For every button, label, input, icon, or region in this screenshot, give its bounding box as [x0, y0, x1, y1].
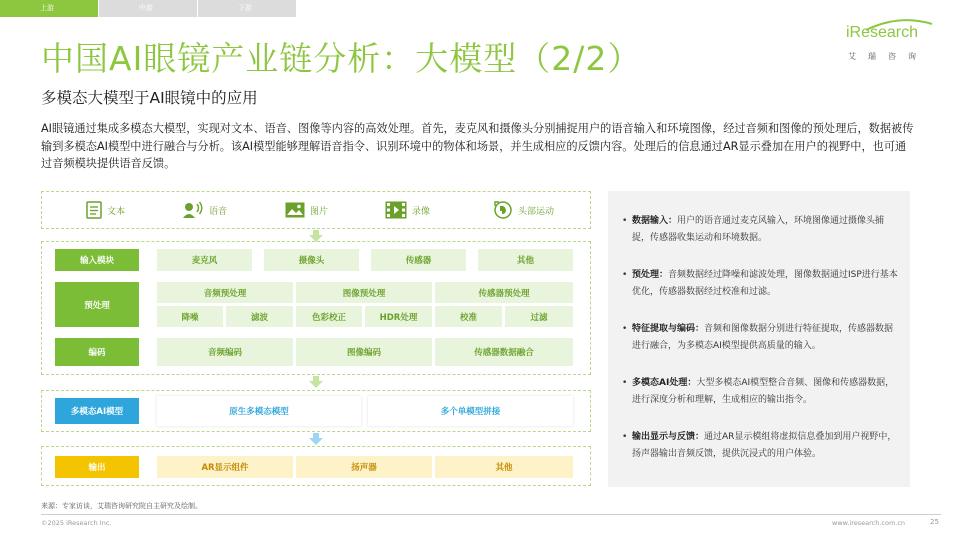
output-label: 输出 [55, 456, 139, 478]
input-cell: 摄像头 [264, 249, 359, 271]
bullet-icon: • [622, 378, 628, 388]
input-module-label: 输入模块 [55, 249, 139, 271]
input-type-image [285, 192, 328, 228]
logo-name: iResearch [846, 24, 919, 41]
website-link[interactable]: www.iresearch.com.cn [832, 519, 906, 527]
encoding-label: 编码 [55, 338, 139, 366]
input-type-head-motion [493, 192, 554, 228]
input-cell: 其他 [478, 249, 573, 271]
bullet-icon: • [622, 270, 628, 280]
ai-model-option: 多个单模型拼接 [368, 396, 573, 426]
preprocess-group: 传感器预处理 [435, 282, 573, 303]
output-cell: AR显示组件 [157, 456, 293, 478]
panel-item-head: 特征提取与编码： [632, 324, 705, 334]
tab-midstream[interactable]: 中游 [99, 0, 197, 17]
panel-item-text: 音频数据经过降噪和滤波处理，图像数据通过ISP进行基本优化，传感器数据经过校准和过滤。 [632, 270, 898, 297]
processing-section [41, 241, 591, 375]
preprocess-item: 校准 [435, 306, 502, 327]
preprocess-item: 过滤 [505, 306, 573, 327]
panel-item-text: 通过AR显示模组将虚拟信息叠加到用户视野中，扬声器输出音频反馈，提供沉浸式的用户体验。 [632, 432, 897, 459]
section-tabs [0, 0, 297, 17]
panel-item-text: 大型多模态AI模型整合音频、图像和传感器数据，进行深度分析和理解，生成相应的输出指令。 [632, 378, 895, 405]
source-note: 来源：专家访谈，艾瑞咨询研究院自主研究及绘制。 [41, 502, 202, 510]
input-type-voice [182, 192, 227, 228]
preprocess-item: 滤波 [226, 306, 293, 327]
preprocess-item: HDR处理 [365, 306, 432, 327]
page-number: 25 [930, 518, 939, 526]
tab-downstream[interactable]: 下游 [198, 0, 296, 17]
description-panel [608, 191, 910, 487]
preprocess-label: 预处理 [55, 282, 139, 327]
encoding-cell: 图像编码 [296, 338, 432, 366]
panel-item-head: 数据输入： [632, 216, 678, 226]
preprocess-item: 降噪 [157, 306, 223, 327]
encoding-cell: 音频编码 [157, 338, 293, 366]
input-type-video [385, 192, 430, 228]
iresearch-logo [836, 18, 936, 66]
encoding-cell: 传感器数据融合 [435, 338, 573, 366]
preprocess-group: 音频预处理 [157, 282, 293, 303]
input-types-row [41, 191, 591, 229]
image-icon [285, 202, 305, 218]
panel-item-text: 用户的语音通过麦克风输入，环境图像通过摄像头捕捉，传感器收集运动和环境数据。 [632, 216, 885, 243]
tab-upstream[interactable]: 上游 [0, 0, 98, 17]
ai-model-section [41, 390, 591, 432]
flow-arrow-icon [309, 433, 323, 445]
page-subtitle: 多模态大模型于AI眼镜中的应用 [41, 89, 258, 107]
preprocess-group: 图像预处理 [296, 282, 432, 303]
ai-model-label: 多模态AI模型 [55, 398, 139, 424]
panel-item-head: 输出显示与反馈： [632, 432, 705, 442]
panel-item [622, 321, 902, 355]
input-type-label: 头部运动 [518, 206, 555, 217]
output-cell: 扬声器 [296, 456, 432, 478]
footer-divider [41, 514, 941, 515]
panel-item-head: 预处理： [632, 270, 669, 280]
ai-model-option: 原生多模态模型 [157, 396, 361, 426]
input-cell: 传感器 [371, 249, 466, 271]
intro-paragraph: AI眼镜通过集成多模态大模型，实现对文本、语音、图像等内容的高效处理。首先，麦克风和摄像头分别捕捉用户的语音输入和环境图像，经过音频和图像的预处理后，数据被传输到多模态AI模型中进行融合与分析。该AI模型能够理解语音指令、识别环境中的物体和场景，并生成相应的反馈内容。处理后的信息通过AR显示叠加在用户的视野中，也可通过音频模块提供语音反馈。 [41, 122, 914, 170]
document-icon [86, 201, 102, 219]
head-motion-icon [493, 200, 513, 220]
bullet-icon: • [622, 324, 628, 334]
panel-item [622, 375, 902, 409]
bullet-icon: • [622, 432, 628, 442]
page-title: 中国AI眼镜产业链分析：大模型（2/2） [41, 39, 642, 78]
panel-item [622, 429, 902, 463]
video-icon [385, 201, 407, 219]
voice-icon [182, 201, 204, 219]
panel-item [622, 267, 902, 301]
input-type-label: 语音 [209, 206, 228, 217]
bullet-icon: • [622, 216, 628, 226]
preprocess-item: 色彩校正 [296, 306, 362, 327]
input-type-label: 录像 [412, 206, 431, 217]
output-cell: 其他 [435, 456, 573, 478]
input-type-label: 图片 [310, 206, 329, 217]
output-section [41, 446, 591, 486]
input-type-label: 文本 [107, 206, 126, 217]
input-cell: 麦克风 [157, 249, 252, 271]
logo-sub: 艾瑞咨询 [848, 52, 928, 61]
panel-item [622, 213, 902, 247]
panel-item-head: 多模态AI处理： [632, 378, 697, 388]
copyright: ©2025 iResearch Inc. [41, 519, 112, 527]
flow-arrow-icon [309, 376, 323, 388]
input-type-text [86, 192, 125, 228]
panel-item-text: 音频和图像数据分别进行特征提取，传感器数据进行融合，为多模态AI模型提供高质量的输入。 [632, 324, 894, 351]
